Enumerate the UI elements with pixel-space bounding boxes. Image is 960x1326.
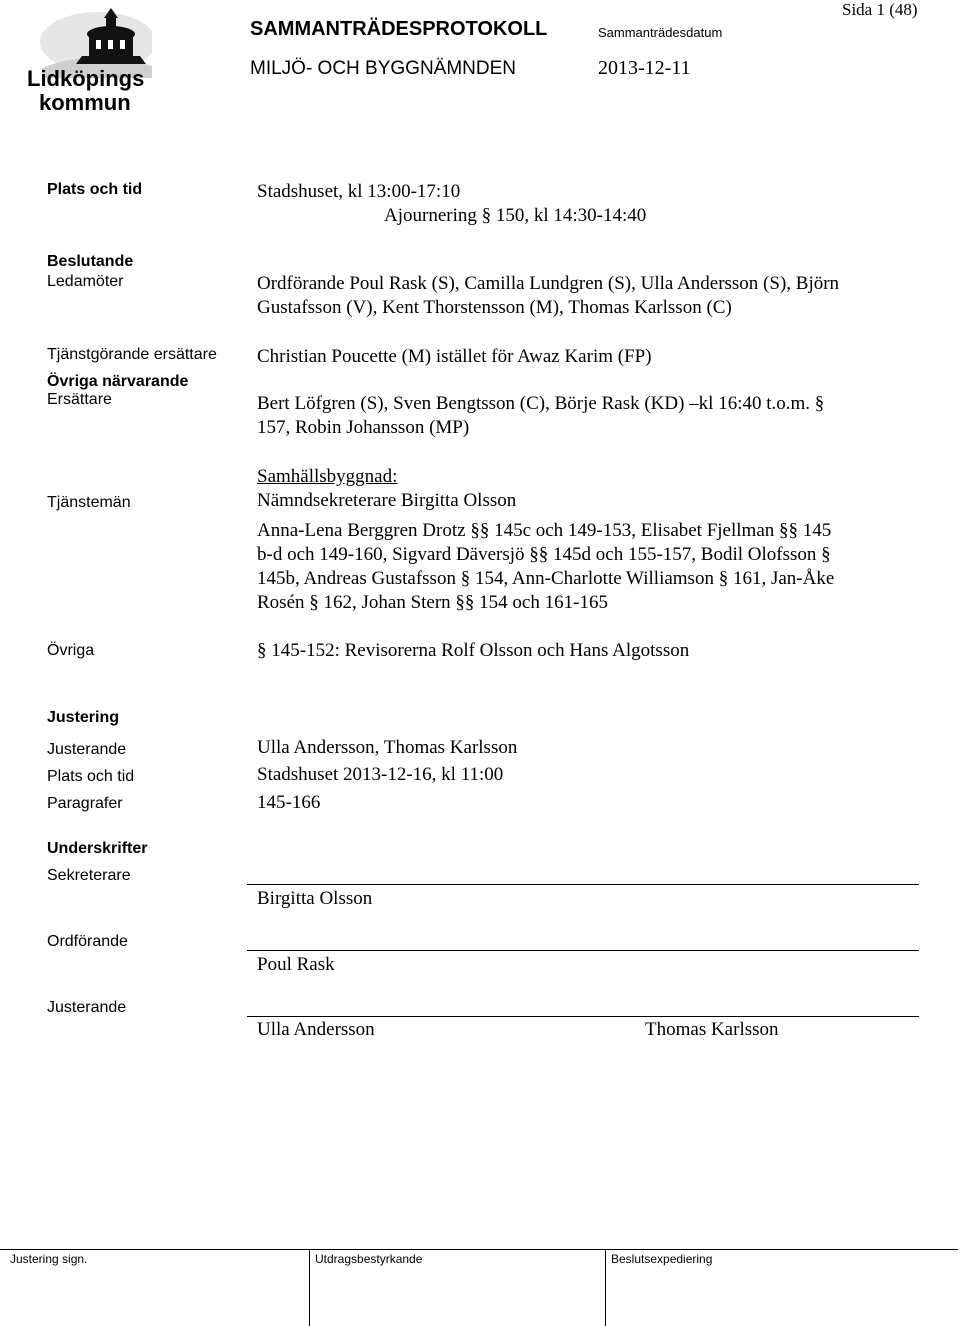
secretary-line: Nämndsekreterare Birgitta Olsson	[257, 490, 517, 511]
chair-signature-name: Poul Rask	[257, 954, 335, 975]
committee-name: MILJÖ- OCH BYGGNÄMNDEN	[250, 58, 517, 79]
place-line1: Stadshuset, kl 13:00-17:10	[257, 181, 461, 202]
ledamoter-line1: Ordförande Poul Rask (S), Camilla Lundgren (S), Ulla Andersson (S), Björn	[257, 273, 840, 294]
place-label: Plats och tid	[47, 181, 143, 198]
page-number: Sida 1 (48)	[842, 0, 918, 19]
adjuster-signature-label: Justerande	[47, 999, 127, 1016]
tjansteman-line1: Anna-Lena Berggren Drotz §§ 145c och 149-153, Elisabet Fjellman §§ 145	[257, 520, 832, 541]
ovriga-label: Övriga	[47, 642, 95, 659]
meeting-date: 2013-12-11	[598, 57, 691, 79]
tjg-ersattare-label: Tjänstgörande ersättare	[47, 346, 217, 363]
footer-extract-certified: Utdragsbestyrkande	[315, 1252, 423, 1266]
justering-place-value: Stadshuset 2013-12-16, kl 11:00	[257, 764, 504, 785]
adjuster-signature-line	[247, 1016, 919, 1017]
secretary-signature-label: Sekreterare	[47, 867, 131, 884]
adjuster-signature-name-1: Ulla Andersson	[257, 1019, 375, 1040]
ledamoter-line2: Gustafsson (V), Kent Thorstensson (M), Thomas Karlsson (C)	[257, 297, 732, 318]
ovriga-text: § 145-152: Revisorerna Rolf Olsson och Hans Algotsson	[257, 640, 690, 661]
footer-divider-2	[605, 1249, 606, 1326]
municipality-logo	[22, 8, 152, 115]
tjansteman-label: Tjänstemän	[47, 494, 131, 511]
paragrafer-label: Paragrafer	[47, 795, 123, 812]
secretary-signature-line	[247, 884, 919, 885]
footer-rule	[0, 1249, 958, 1250]
place-line2: Ajournering § 150, kl 14:30-14:40	[384, 205, 647, 226]
ledamoter-label: Ledamöter	[47, 273, 124, 290]
justering-place-label: Plats och tid	[47, 768, 135, 785]
logo-text-line2: kommun	[39, 90, 131, 115]
footer-adjuster-sign: Justering sign.	[10, 1252, 88, 1266]
adjuster-signature-name-2: Thomas Karlsson	[645, 1019, 779, 1040]
secretary-signature-name: Birgitta Olsson	[257, 888, 373, 909]
paragrafer-value: 145-166	[257, 792, 321, 813]
signatures-heading: Underskrifter	[47, 840, 148, 857]
tjansteman-line3: 145b, Andreas Gustafsson § 154, Ann-Charlotte Williamson § 161, Jan-Åke	[257, 568, 835, 589]
chair-signature-line	[247, 950, 919, 951]
justerande-label: Justerande	[47, 741, 127, 758]
tjg-ersattare-text: Christian Poucette (M) istället för Awaz Karim (FP)	[257, 346, 652, 367]
justerande-value: Ulla Andersson, Thomas Karlsson	[257, 737, 518, 758]
logo-text-line1: Lidköpings	[27, 66, 145, 91]
ersattare-label: Ersättare	[47, 391, 112, 408]
date-label: Sammanträdesdatum	[598, 25, 723, 40]
footer-divider-1	[309, 1249, 310, 1326]
footer-decision-dispatch: Beslutsexpediering	[611, 1252, 713, 1266]
ersattare-line2: 157, Robin Johansson (MP)	[257, 417, 470, 438]
tjansteman-line4: Rosén § 162, Johan Stern §§ 154 och 161-165	[257, 592, 608, 613]
beslutande-label: Beslutande	[47, 253, 134, 270]
department-name: Samhällsbyggnad:	[257, 466, 398, 487]
chair-signature-label: Ordförande	[47, 933, 128, 950]
ersattare-line1: Bert Löfgren (S), Sven Bengtsson (C), Börje Rask (KD) –kl 16:40 t.o.m. §	[257, 393, 825, 414]
justering-heading: Justering	[47, 709, 120, 726]
ovriga-narvarande-label: Övriga närvarande	[47, 373, 189, 390]
tjansteman-line2: b-d och 149-160, Sigvard Däversjö §§ 145d och 155-157, Bodil Olofsson §	[257, 544, 831, 565]
document-type: SAMMANTRÄDESPROTOKOLL	[250, 18, 548, 40]
